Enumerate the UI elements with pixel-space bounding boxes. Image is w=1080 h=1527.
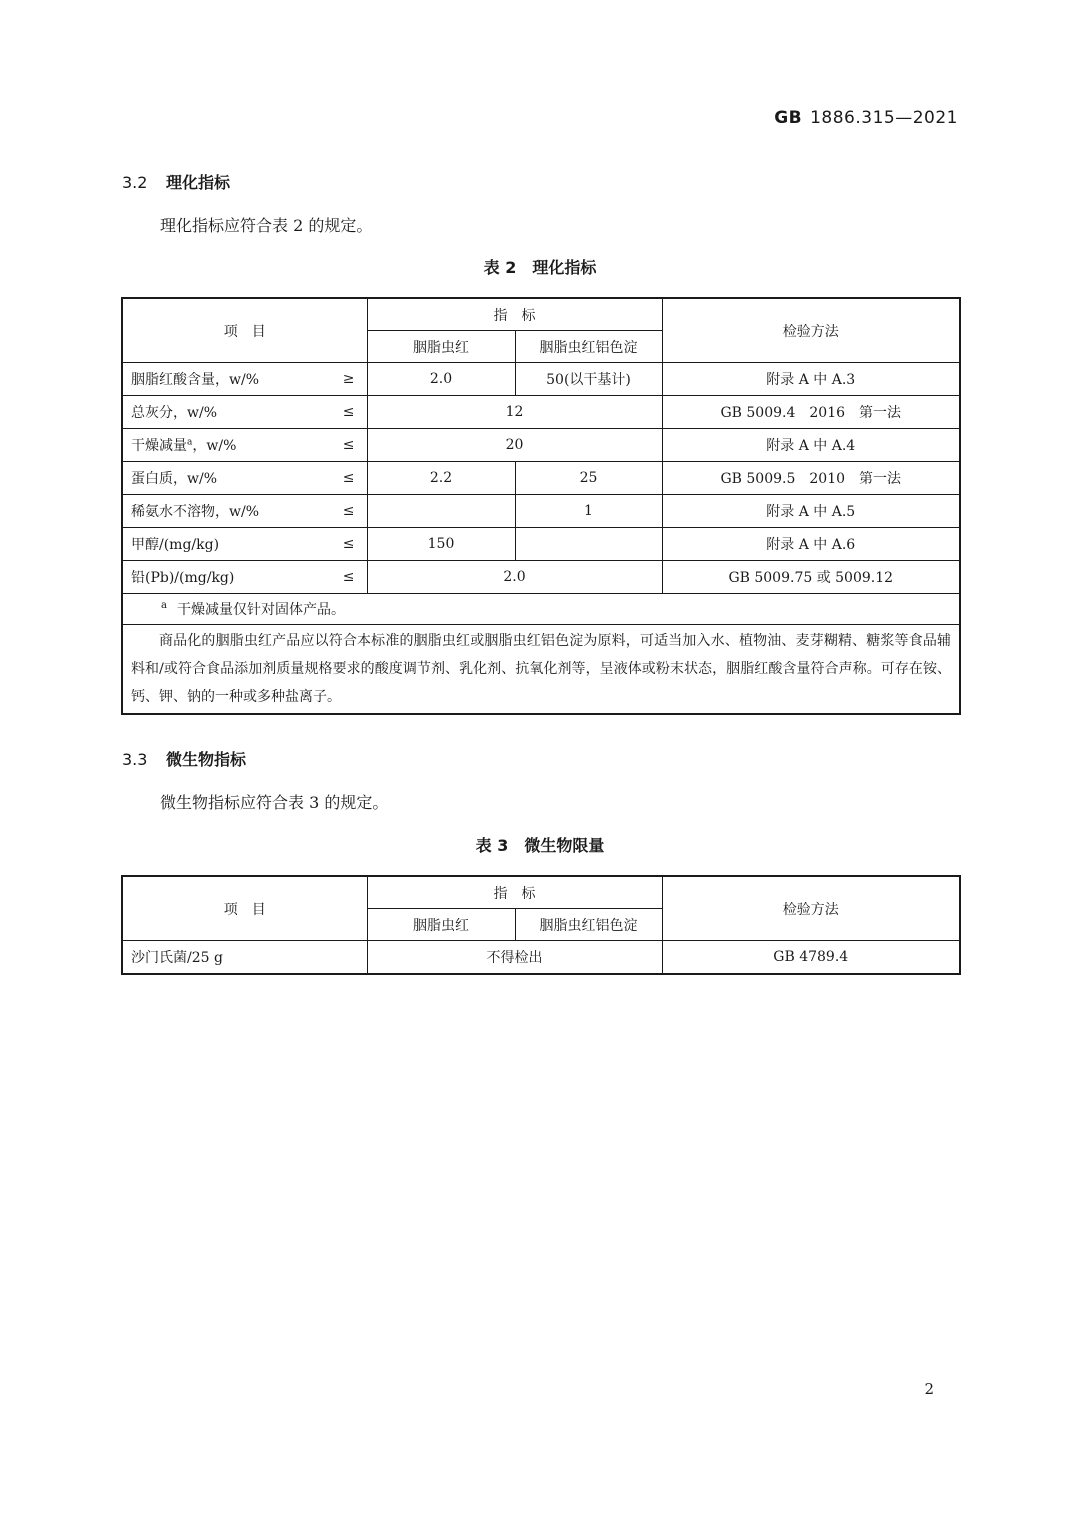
table-row xyxy=(122,495,960,528)
table-row xyxy=(122,462,960,495)
row-value: 2.0 xyxy=(367,363,515,396)
column-header-cochineal-lake: 胭脂虫红铝色淀 xyxy=(515,331,662,363)
row-value xyxy=(367,495,515,528)
row-value: 2.2 xyxy=(367,462,515,495)
standard-prefix: GB xyxy=(774,108,803,128)
row-method: GB 5009.75 或 5009.12 xyxy=(662,561,960,594)
section-number: 3.3 xyxy=(122,750,148,769)
table-caption: 表 3 微生物限量 xyxy=(475,836,605,855)
footnote-ref: a xyxy=(187,437,193,448)
table-footnote-row xyxy=(122,594,960,625)
row-value: 20 xyxy=(367,429,662,462)
relation-symbol: ≤ xyxy=(342,536,355,552)
section-title: 理化指标 xyxy=(166,173,231,192)
standard-code xyxy=(774,108,958,128)
section-title: 微生物指标 xyxy=(166,750,247,769)
table-header-row xyxy=(122,298,960,331)
table-row xyxy=(122,528,960,561)
page-number: 2 xyxy=(924,1380,934,1398)
row-value: 50(以干基计) xyxy=(515,363,662,396)
row-method: GB 5009.4 2016 第一法 xyxy=(662,396,960,429)
relation-symbol: ≤ xyxy=(342,503,355,519)
row-method: 附录 A 中 A.6 xyxy=(662,528,960,561)
table-row xyxy=(122,396,960,429)
column-header-cochineal-lake: 胭脂虫红铝色淀 xyxy=(515,909,662,941)
table-footnote: $^a$ 干燥减量仅针对固体产品。 xyxy=(122,594,960,625)
column-header-index: 指 标 xyxy=(367,876,662,909)
relation-symbol: ≤ xyxy=(342,569,355,585)
row-method: GB 4789.4 xyxy=(662,941,960,975)
row-method: GB 5009.5 2010 第一法 xyxy=(662,462,960,495)
table-row xyxy=(122,429,960,462)
section-number: 3.2 xyxy=(122,173,148,192)
row-item: 铅(Pb)/(mg/kg) ≤ xyxy=(122,561,367,594)
row-value: 1 xyxy=(515,495,662,528)
relation-symbol: ≤ xyxy=(342,404,355,420)
footnote-mark: a xyxy=(161,600,167,612)
row-method: 附录 A 中 A.3 xyxy=(662,363,960,396)
relation-symbol: ≤ xyxy=(342,437,355,453)
row-value: 150 xyxy=(367,528,515,561)
row-value: 不得检出 xyxy=(367,941,662,975)
row-value: 12 xyxy=(367,396,662,429)
section-heading-3-3 xyxy=(122,747,246,770)
row-item: 胭脂红酸含量，w/% ≥ xyxy=(122,363,367,396)
table-note-row xyxy=(122,625,960,715)
relation-symbol: ≥ xyxy=(342,371,355,387)
row-method: 附录 A 中 A.4 xyxy=(662,429,960,462)
row-item: 沙门氏菌/25 g xyxy=(122,941,367,975)
section-heading-3-2 xyxy=(122,170,230,193)
row-value: 25 xyxy=(515,462,662,495)
row-method: 附录 A 中 A.5 xyxy=(662,495,960,528)
row-item: 稀氨水不溶物，w/% ≤ xyxy=(122,495,367,528)
microbiological-table xyxy=(121,875,961,975)
column-header-cochineal: 胭脂虫红 xyxy=(367,331,515,363)
row-value: 2.0 xyxy=(367,561,662,594)
column-header-cochineal: 胭脂虫红 xyxy=(367,909,515,941)
column-header-method: 检验方法 xyxy=(662,876,960,941)
section-intro: 微生物指标应符合表 3 的规定。 xyxy=(160,793,389,812)
row-item: 干燥减量$^a$，w/% ≤ xyxy=(122,429,367,462)
table-row xyxy=(122,941,960,975)
relation-symbol: ≤ xyxy=(342,470,355,486)
row-item: 蛋白质，w/% ≤ xyxy=(122,462,367,495)
standard-number: 1886.315—2021 xyxy=(810,108,958,128)
section-intro: 理化指标应符合表 2 的规定。 xyxy=(160,216,373,235)
table-caption: 表 2 理化指标 xyxy=(483,258,597,277)
physicochemical-table xyxy=(121,297,961,715)
column-header-method: 检验方法 xyxy=(662,298,960,363)
table-note: 商品化的胭脂虫红产品应以符合本标准的胭脂虫红或胭脂虫红铝色淀为原料，可适当加入水、植物油、麦芽糊精、糖浆等食品辅料和/或符合食品添加剂质量规格要求的酸度调节剂、乳化剂、抗氧化剂等，呈液体或粉末状态，胭脂红酸含量符合声称。可存在铵、钙、钾、钠的一种或多种盐离子。 xyxy=(122,625,960,715)
row-value xyxy=(515,528,662,561)
row-item: 甲醇/(mg/kg) ≤ xyxy=(122,528,367,561)
row-item: 总灰分，w/% ≤ xyxy=(122,396,367,429)
table-row xyxy=(122,561,960,594)
table-row xyxy=(122,363,960,396)
column-header-index: 指 标 xyxy=(367,298,662,331)
column-header-item: 项 目 xyxy=(122,876,367,941)
table-header-row xyxy=(122,876,960,909)
column-header-item: 项 目 xyxy=(122,298,367,363)
